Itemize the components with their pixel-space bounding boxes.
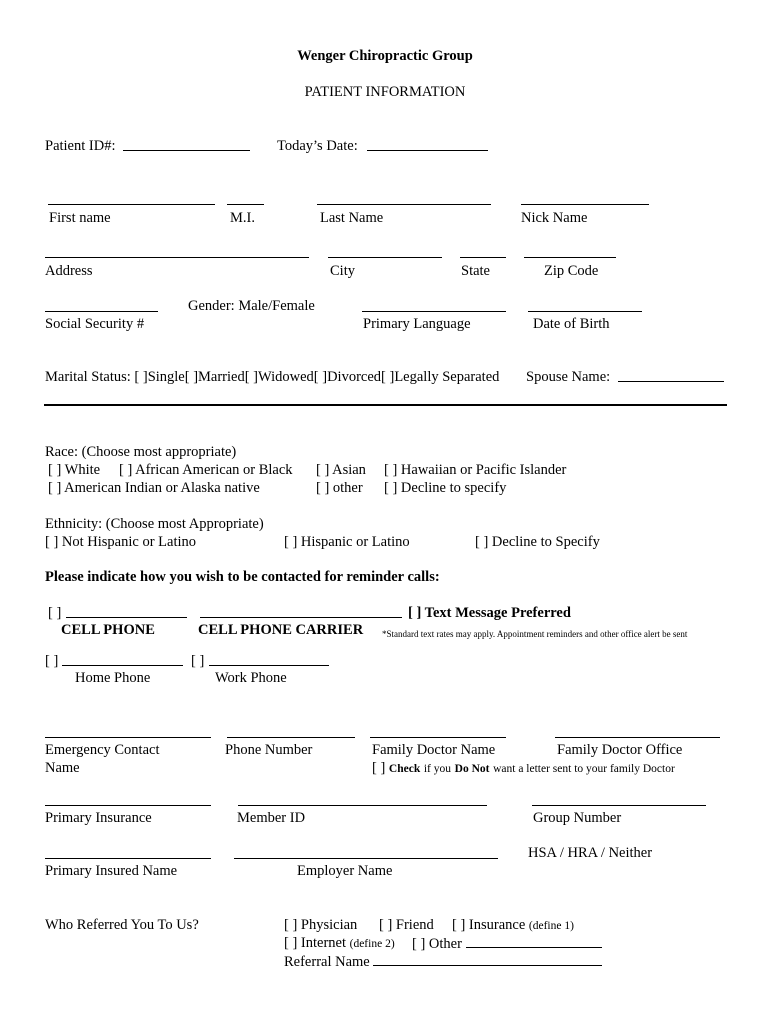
- referral-physician[interactable]: [ ] Physician: [284, 917, 358, 933]
- last-name-label: Last Name: [320, 210, 384, 226]
- dob-field[interactable]: [528, 311, 642, 312]
- clinic-name: Wenger Chiropractic Group: [297, 48, 473, 64]
- nick-name-field[interactable]: [521, 204, 649, 205]
- referral-name: [284, 953, 602, 971]
- zip-label: Zip Code: [544, 263, 599, 279]
- form-title: PATIENT INFORMATION: [304, 84, 466, 100]
- family-doctor-name-label: Family Doctor Name: [372, 742, 496, 758]
- ssn-field[interactable]: [45, 311, 158, 312]
- state-field[interactable]: [460, 257, 506, 258]
- primary-insurance-label: Primary Insurance: [45, 810, 152, 826]
- contact-heading: Please indicate how you wish to be contacted for reminder calls:: [45, 569, 440, 585]
- home-phone-field[interactable]: [62, 665, 183, 666]
- city-label: City: [330, 263, 355, 279]
- want-letter-text: want a letter sent to your family Doctor: [493, 763, 675, 775]
- cell-phone-label: CELL PHONE: [61, 622, 155, 638]
- define-1-note: (define 1): [528, 920, 574, 932]
- language-label: Primary Language: [363, 316, 471, 332]
- section-divider: [44, 404, 727, 406]
- patient-id-field[interactable]: [123, 150, 250, 151]
- spouse-name-label: Spouse Name:: [526, 369, 611, 385]
- cell-carrier-label: CELL PHONE CARRIER: [198, 622, 364, 638]
- family-doctor-name-field[interactable]: [370, 737, 506, 738]
- race-decline[interactable]: [ ] Decline to specify: [384, 480, 507, 496]
- family-doctor-office-label: Family Doctor Office: [557, 742, 683, 758]
- referral-friend[interactable]: [ ] Friend: [379, 917, 434, 933]
- todays-date-field[interactable]: [367, 150, 488, 151]
- text-rates-note: *Standard text rates may apply. Appointment reminders and other office alert be sent: [382, 629, 688, 639]
- text-message-preferred[interactable]: [ ] Text Message Preferred: [408, 605, 571, 621]
- patient-id-label: Patient ID#:: [45, 138, 116, 154]
- race-asian[interactable]: [ ] Asian: [316, 462, 366, 478]
- emergency-contact-label-name: Name: [45, 760, 80, 776]
- define-2-note: (define 2): [349, 938, 395, 950]
- work-phone-checkbox[interactable]: [ ]: [191, 653, 205, 669]
- gender-field[interactable]: Gender: Male/Female: [188, 298, 315, 314]
- referral-other[interactable]: [412, 935, 602, 953]
- group-number-label: Group Number: [533, 810, 622, 826]
- address-field[interactable]: [45, 257, 309, 258]
- state-label: State: [461, 263, 490, 279]
- referral-insurance-label: [ ] Insurance: [452, 917, 526, 933]
- cell-phone-checkbox[interactable]: [ ]: [48, 605, 62, 621]
- race-american-indian[interactable]: [ ] American Indian or Alaska native: [48, 480, 260, 496]
- home-phone-checkbox[interactable]: [ ]: [45, 653, 59, 669]
- check-text: Check: [388, 763, 421, 775]
- hsa-hra-option[interactable]: HSA / HRA / Neither: [528, 845, 653, 861]
- race-african-american[interactable]: [ ] African American or Black: [119, 462, 293, 478]
- referral-name-field[interactable]: [373, 953, 602, 966]
- address-label: Address: [45, 263, 93, 279]
- marital-status-options[interactable]: Marital Status: [ ]Single[ ]Married[ ]Widowed[ ]Divorced[ ]Legally Separated: [45, 369, 500, 385]
- dob-label: Date of Birth: [533, 316, 610, 332]
- referral-internet[interactable]: [284, 935, 395, 953]
- employer-name-field[interactable]: [234, 858, 498, 859]
- group-number-field[interactable]: [532, 805, 706, 806]
- referral-question: Who Referred You To Us?: [45, 917, 199, 933]
- race-other[interactable]: [ ] other: [316, 480, 363, 496]
- primary-insured-name-field[interactable]: [45, 858, 211, 859]
- referral-other-field[interactable]: [466, 935, 602, 948]
- race-hawaiian[interactable]: [ ] Hawaiian or Pacific Islander: [384, 462, 567, 478]
- race-heading: Race: (Choose most appropriate): [45, 444, 237, 460]
- ssn-label: Social Security #: [45, 316, 145, 332]
- spouse-name-field[interactable]: [618, 381, 724, 382]
- referral-name-label: Referral Name: [284, 954, 370, 970]
- primary-insurance-field[interactable]: [45, 805, 211, 806]
- ethnicity-hispanic[interactable]: [ ] Hispanic or Latino: [284, 534, 410, 550]
- no-letter-checkbox[interactable]: [ ]: [372, 760, 386, 776]
- emergency-contact-label: Emergency Contact: [45, 742, 160, 758]
- emergency-phone-field[interactable]: [227, 737, 355, 738]
- no-letter-option[interactable]: [372, 760, 675, 778]
- ethnicity-heading: Ethnicity: (Choose most Appropriate): [45, 516, 264, 532]
- emergency-phone-label: Phone Number: [225, 742, 313, 758]
- ethnicity-decline[interactable]: [ ] Decline to Specify: [475, 534, 600, 550]
- if-you-text: if you: [423, 763, 452, 775]
- mi-label: M.I.: [230, 210, 255, 226]
- employer-name-label: Employer Name: [297, 863, 393, 879]
- referral-other-label: [ ] Other: [412, 936, 462, 952]
- nick-name-label: Nick Name: [521, 210, 588, 226]
- home-phone-label: Home Phone: [75, 670, 151, 686]
- cell-carrier-field[interactable]: [200, 617, 402, 618]
- primary-insured-name-label: Primary Insured Name: [45, 863, 178, 879]
- first-name-field[interactable]: [48, 204, 215, 205]
- work-phone-field[interactable]: [209, 665, 329, 666]
- ethnicity-not-hispanic[interactable]: [ ] Not Hispanic or Latino: [45, 534, 197, 550]
- member-id-label: Member ID: [237, 810, 306, 826]
- referral-insurance[interactable]: [452, 917, 574, 935]
- zip-field[interactable]: [524, 257, 616, 258]
- do-not-text: Do Not: [454, 763, 490, 775]
- family-doctor-office-field[interactable]: [555, 737, 720, 738]
- todays-date-label: Today’s Date:: [277, 138, 358, 154]
- last-name-field[interactable]: [317, 204, 491, 205]
- work-phone-label: Work Phone: [215, 670, 287, 686]
- language-field[interactable]: [362, 311, 506, 312]
- first-name-label: First name: [49, 210, 111, 226]
- emergency-contact-field[interactable]: [45, 737, 211, 738]
- race-white[interactable]: [ ] White: [48, 462, 101, 478]
- cell-phone-field[interactable]: [66, 617, 187, 618]
- mi-field[interactable]: [227, 204, 264, 205]
- member-id-field[interactable]: [238, 805, 487, 806]
- city-field[interactable]: [328, 257, 442, 258]
- referral-internet-label: [ ] Internet: [284, 935, 346, 951]
